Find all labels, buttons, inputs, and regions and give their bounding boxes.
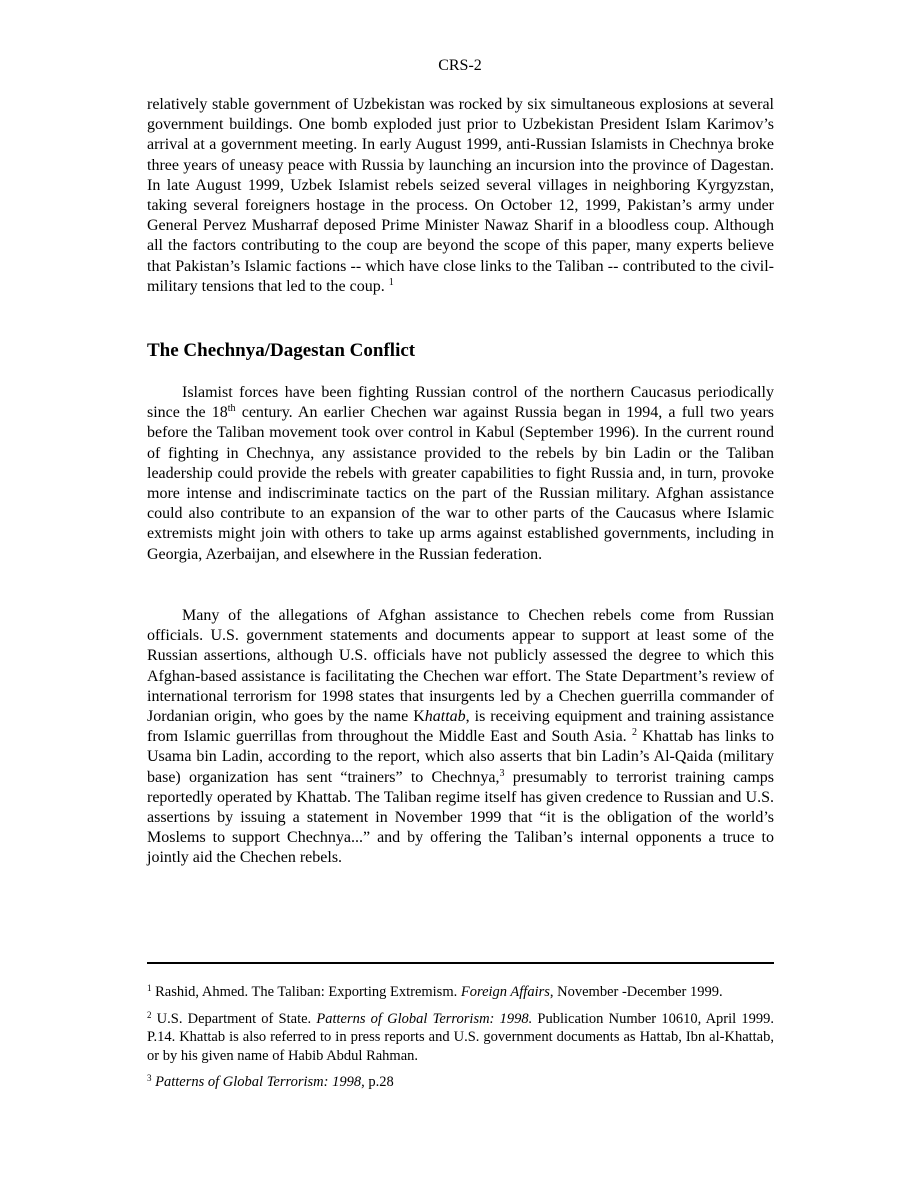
footnote-ref-2[interactable]: 2 [632,727,638,739]
p1-text-a: Islamist forces have been fighting Russian control of the northern Caucasus periodically since the 18 [147,384,774,422]
page-header [0,57,920,75]
footnote-number: 3 [147,1073,152,1083]
footnote-divider [147,962,774,964]
paragraph-2 [147,606,774,869]
ordinal-superscript: th [227,403,236,415]
footnotes [147,983,774,1100]
footnote-text: Publication Number 10610, April 1999. P.14. Khattab is also referred to in press reports and U.S. government documents as Hattab, Ibn al-Khattab, or by his given name of Habib Abdul Rahman. [147,1010,774,1064]
p2-text-d: presumably to terrorist training camps reportedly operated by Khattab. The Taliban regime itself has given credence to Russian and U.S. assertions by issuing a statement in November 1999 that “it is the obligation of the world’s Moslems to support Chechnya...” and by offering the Taliban’s internal opponents a truce to jointly aid the Chechen rebels. [147,768,775,867]
footnote-text: , p.28 [361,1074,394,1090]
section-heading: The Chechnya/Dagestan Conflict [147,340,416,361]
p2-text-c: Khattab has links to Usama bin Ladin, according to the report, which also asserts that bin Ladin’s Al-Qaida (military base) organization has sent “trainers” to Chechnya, [147,728,775,786]
p2-italic-name: hattab [424,708,466,726]
p2-text-b: , is receiving equipment and training assistance from Islamic guerrillas from throughout the Middle East and South Asia. [147,708,775,746]
footnote-ref-1[interactable]: 1 [388,276,394,288]
intro-paragraph [147,95,774,297]
footnote-number: 1 [147,983,152,993]
p2-text-a: Many of the allegations of Afghan assistance to Chechen rebels come from Russian officials. U.S. government statements and documents appear to support at least some of the Russian assertions, although U.S. officials have not publicly assessed the degree to which this Afghan-based assistance is facilitating the Chechen war effort. The State Department’s review of international terrorism for 1998 states that insurgents led by a Chechen guerrilla commander of Jordanian origin, who goes by the name K [147,607,774,726]
p1-text-b: century. An earlier Chechen war against Russia began in 1994, a full two years before the Taliban movement took over control in Kabul (September 1996). In the current round of fighting in Chechnya, any assistance provided to the rebels by bin Ladin or the Taliban leadership could provide the rebels with greater capabilities to fight Russia and, in turn, provoke more intense and indiscriminate tactics on the part of the Russian military. Afghan assistance could also contribute to an expansion of the war to other parts of the Caucasus where Islamic extremists might join with others to take up arms against established governments, including in Georgia, Azerbaijan, and elsewhere in the Russian federation. [147,404,775,563]
footnote-number: 2 [147,1009,152,1020]
page-label: CRS-2 [438,57,482,74]
footnote-italic: Patterns of Global Terrorism: 1998. [316,1010,533,1027]
footnote-italic: Patterns of Global Terrorism: 1998 [155,1074,362,1090]
footnote-text: , November -December 1999. [549,984,723,1000]
footnote-3 [147,1073,774,1092]
footnote-1 [147,983,774,1002]
footnote-text: Rashid, Ahmed. The Taliban: Exporting Extremism. [151,984,461,1000]
intro-text: relatively stable government of Uzbekistan was rocked by six simultaneous explosions at several government buildings. One bomb exploded just prior to Uzbekistan President Islam Karimov’s arrival at a government meeting. In early August 1999, anti-Russian Islamists in Chechnya broke three years of uneasy peace with Russia by launching an incursion into the province of Dagestan. In late August 1999, Uzbek Islamist rebels seized several villages in neighboring Kyrgyzstan, taking several foreigners hostage in the process. On October 12, 1999, Pakistan’s army under General Pervez Musharraf deposed Prime Minister Nawaz Sharif in a bloodless coup. Although all the factors contributing to the coup are beyond the scope of this paper, many experts believe that Pakistan’s Islamic factions -- which have close links to the Taliban -- contributed to the civil-military tensions that led to the coup. [147,96,774,295]
footnote-ref-3[interactable]: 3 [499,767,505,779]
footnote-2 [147,1010,774,1066]
footnote-italic: Foreign Affairs [460,984,550,1000]
footnote-text: U.S. Department of State. [151,1010,317,1027]
paragraph-1 [147,383,774,565]
